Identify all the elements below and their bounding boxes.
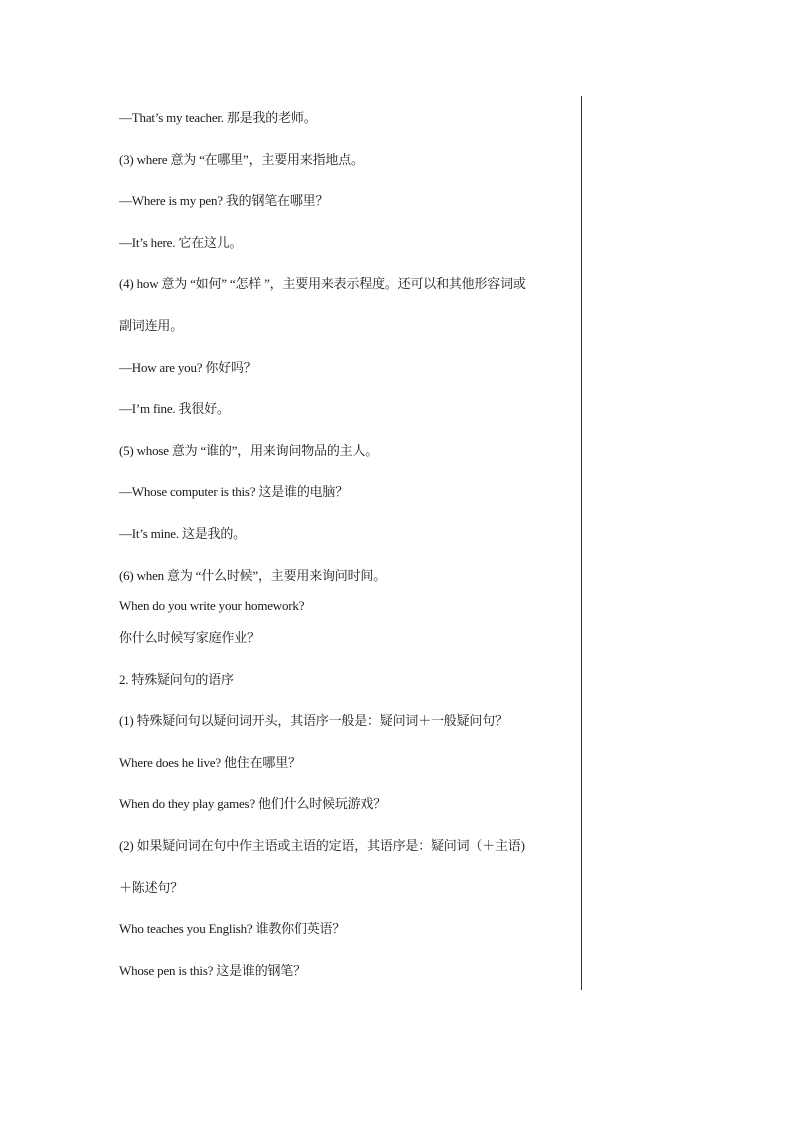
text-line: (1) 特殊疑问句以疑问词开头，其语序一般是：疑问词＋一般疑问句？: [119, 713, 508, 728]
text-line: —It’s mine. 这是我的。: [119, 526, 246, 541]
text-line: —Where is my pen? 我的钢笔在哪里？: [119, 193, 329, 208]
text-line: 你什么时候写家庭作业？: [119, 630, 260, 645]
text-line: (4) how 意为 “如何” “怎样 ”，主要用来表示程度。还可以和其他形容词或: [119, 276, 526, 291]
text-line: When do they play games? 他们什么时候玩游戏？: [119, 796, 387, 811]
text-line: ＋陈述句？: [119, 880, 184, 895]
text-line: (5) whose 意为 “谁的”，用来询问物品的主人。: [119, 443, 379, 458]
text-line: (6) when 意为 “什么时候”，主要用来询问时间。: [119, 568, 387, 583]
text-line: —Whose computer is this? 这是谁的电脑？: [119, 484, 349, 499]
text-line: When do you write your homework?: [119, 598, 305, 613]
text-line: —It’s here. 它在这儿。: [119, 235, 243, 250]
text-line: —That’s my teacher. 那是我的老师。: [119, 110, 317, 125]
column-divider-line: [581, 96, 582, 990]
section-heading: 2. 特殊疑问句的语序: [119, 672, 234, 687]
text-line: (3) where 意为 “在哪里”，主要用来指地点。: [119, 152, 364, 167]
text-line: —How are you? 你好吗？: [119, 360, 257, 375]
text-line: —I’m fine. 我很好。: [119, 401, 230, 416]
text-line: 副词连用。: [119, 318, 184, 333]
text-line: Where does he live? 他住在哪里？: [119, 755, 301, 770]
text-line: Whose pen is this? 这是谁的钢笔？: [119, 963, 306, 978]
text-line: (2) 如果疑问词在句中作主语或主语的定语，其语序是：疑问词（＋主语): [119, 838, 525, 853]
text-line: Who teaches you English? 谁教你们英语？: [119, 921, 346, 936]
